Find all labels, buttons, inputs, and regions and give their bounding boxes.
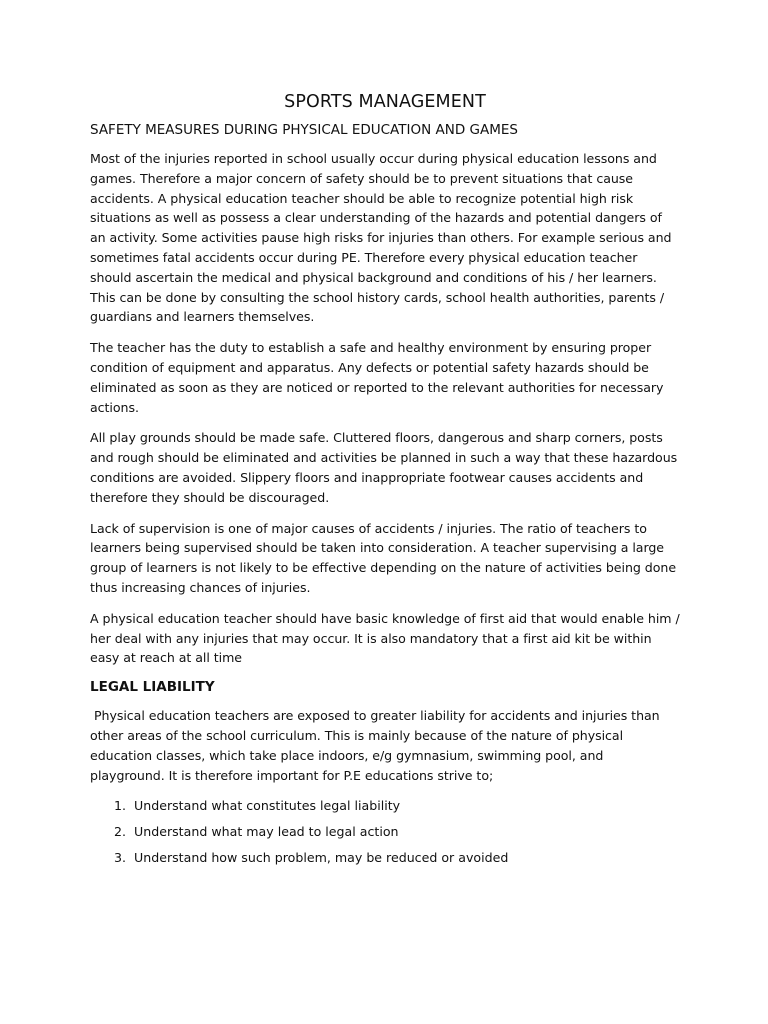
paragraph: A physical education teacher should have basic knowledge of first aid that would enable him / her deal with any injuries that may occur. It is also mandatory that a first aid kit be within easy at reach at all time xyxy=(90,610,680,666)
list-item-text: Understand what may lead to legal action xyxy=(134,824,399,840)
list-item-text: Understand how such problem, may be reduced or avoided xyxy=(134,850,509,866)
list-item xyxy=(90,822,680,841)
paragraph: The teacher has the duty to establish a safe and healthy environment by ensuring proper condition of equipment and apparatus. Any defects or potential safety hazards should be eliminated as soon as they are noticed or reported to the relevant authorities for necessary actions. xyxy=(90,340,664,415)
section-heading-safety: SAFETY MEASURES DURING PHYSICAL EDUCATION AND GAMES xyxy=(90,122,518,138)
section-heading-legal-liability: LEGAL LIABILITY xyxy=(90,679,215,696)
document-title: SPORTS MANAGEMENT xyxy=(284,92,486,112)
paragraph: All play grounds should be made safe. Cluttered floors, dangerous and sharp corners, posts and rough should be eliminated and activities be planned in such a way that these hazardous conditions are avoided. Slippery floors and inappropriate footwear causes accidents and therefore they should be discouraged. xyxy=(90,430,678,505)
paragraph: Most of the injuries reported in school usually occur during physical education lessons and games. Therefore a major concern of safety should be to prevent situations that cause accidents. A physical education teacher should be able to recognize potential high risk situations as well as possess a clear understanding of the hazards and potential dangers of an activity. Some activities pause high risks for injuries than others. For example serious and sometimes fatal accidents occur during PE. Therefore every physical education teacher should ascertain the medical and physical background and conditions of his / her learners. This can be done by consulting the school history cards, school health authorities, parents / guardians and learners themselves. xyxy=(90,151,672,325)
list-item-number: 3. xyxy=(114,850,127,866)
paragraph: Physical education teachers are exposed to greater liability for accidents and injuries than other areas of the school curriculum. This is mainly because of the nature of physical education classes, which take place indoors, e/g gymnasium, swimming pool, and playground. It is therefore important for P.E educations strive to; xyxy=(90,708,664,783)
list-item-number: 2. xyxy=(114,824,127,840)
numbered-list xyxy=(90,796,680,867)
document-page xyxy=(90,92,680,874)
paragraph: Lack of supervision is one of major causes of accidents / injuries. The ratio of teachers to learners being supervised should be taken into consideration. A teacher supervising a large group of learners is not likely to be effective depending on the nature of activities being done thus increasing chances of injuries. xyxy=(90,520,677,595)
list-item-number: 1. xyxy=(114,798,127,814)
list-item xyxy=(90,848,680,867)
list-item xyxy=(90,796,680,815)
list-item-text: Understand what constitutes legal liability xyxy=(134,798,401,814)
